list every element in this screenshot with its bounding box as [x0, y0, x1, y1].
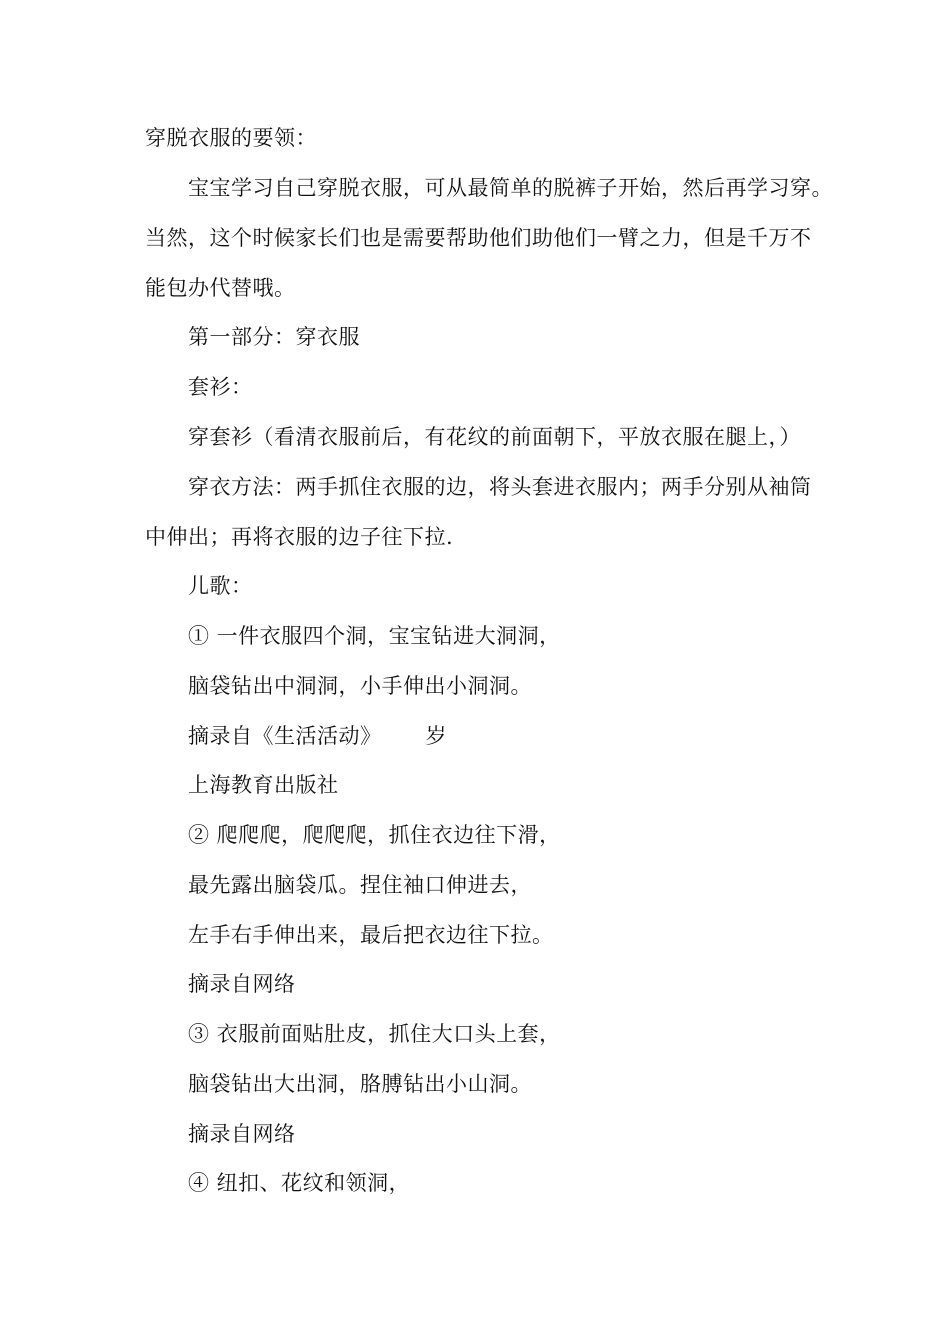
method-line-2: 中伸出；再将衣服的边子往下拉.	[145, 525, 454, 549]
song-1-source	[188, 722, 447, 750]
intro-line-3: 能包办代替哦。	[145, 276, 296, 300]
song-2-line-1: ② 爬爬爬，爬爬爬，抓住衣边往下滑，	[188, 823, 561, 847]
song-4-line-1: ④ 纽扣、花纹和领洞，	[188, 1171, 411, 1195]
intro-line-2: 当然，这个时候家长们也是需要帮助他们助他们一臂之力，但是千万不	[145, 226, 812, 250]
subsection-title: 套衫：	[188, 375, 253, 399]
method-line-1: 穿衣方法：两手抓住衣服的边，将头套进衣服内；两手分别从袖筒	[188, 475, 812, 499]
song-1-source-text: 摘录自《生活活动》	[188, 724, 382, 748]
song-1-line-2: 脑袋钻出中洞洞，小手伸出小洞洞。	[188, 674, 532, 698]
song-3-line-1: ③ 衣服前面贴肚皮，抓住大口头上套，	[188, 1022, 561, 1046]
song-2-line-2: 最先露出脑袋瓜。捏住袖口伸进去，	[188, 873, 532, 897]
song-3-line-2: 脑袋钻出大出洞，胳膊钻出小山洞。	[188, 1072, 532, 1096]
song-1-publisher: 上海教育出版社	[188, 773, 339, 797]
song-1-line-1: ① 一件衣服四个洞，宝宝钻进大洞洞，	[188, 624, 561, 648]
intro-line-1: 宝宝学习自己穿脱衣服，可从最简单的脱裤子开始，然后再学习穿。	[188, 176, 833, 200]
songs-label: 儿歌：	[188, 574, 253, 598]
heading: 穿脱衣服的要领：	[145, 126, 317, 150]
song-2-line-3: 左手右手伸出来，最后把衣边往下拉。	[188, 923, 554, 947]
song-2-source: 摘录自网络	[188, 972, 296, 996]
song-1-source-suffix: 岁	[425, 724, 447, 748]
part1-title: 第一部分：穿衣服	[188, 325, 360, 349]
song-3-source: 摘录自网络	[188, 1122, 296, 1146]
instruction-text: 穿套衫（看清衣服前后，有花纹的前面朝下，平放衣服在腿上，）	[188, 425, 801, 449]
